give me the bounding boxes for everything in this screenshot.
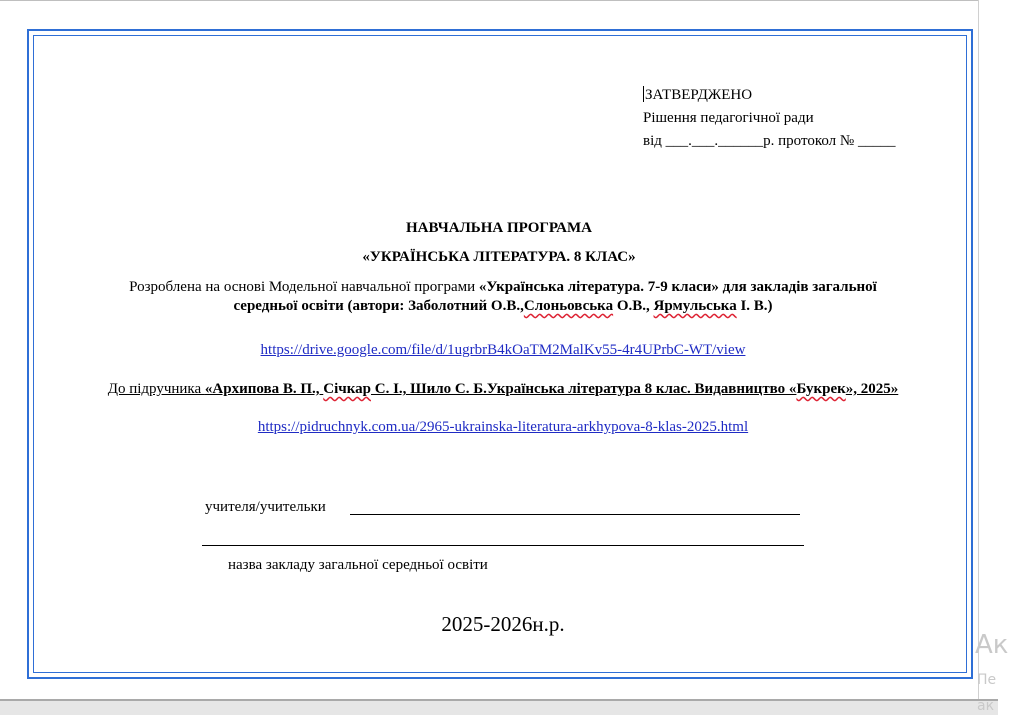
- program-drive-link[interactable]: https://drive.google.com/file/d/1ugrbrB4kOaTM2MalKv55-4r4UPrbC-WT/view: [260, 342, 746, 358]
- activation-watermark-line-3: ак: [977, 698, 995, 714]
- textbook-author-sichkar: Січкар: [323, 381, 371, 397]
- teacher-name-blank: [350, 514, 800, 515]
- academic-year: 2025-2026н.р.: [441, 612, 565, 636]
- activation-watermark-line-1: Ак: [975, 630, 1009, 660]
- school-name-blank: [202, 545, 804, 546]
- program-title: НАВЧАЛЬНА ПРОГРАМА: [406, 220, 592, 236]
- date-protocol-line: від ___.___.______р. протокол № _____: [643, 133, 896, 149]
- program-subject-title: «УКРАЇНСЬКА ЛІТЕРАТУРА. 8 КЛАС»: [362, 249, 636, 265]
- basis-program-name: «Українська література. 7-9 класи» для закладів загальної: [478, 279, 877, 295]
- teacher-label: учителя/учительки: [205, 499, 326, 515]
- textbook-author-a: «Архипова В. П.,: [204, 381, 324, 397]
- page-bottom-edge: [0, 699, 998, 701]
- basis-authors-end: І. В.): [736, 298, 773, 314]
- textbook-prefix: До підручника: [107, 381, 205, 397]
- textbook-link-row: [0, 418, 1006, 436]
- text-cursor: [643, 86, 644, 102]
- school-label: назва закладу загальної середньої освіти: [228, 557, 488, 573]
- basis-author-slonovska: Слоньовська: [523, 298, 614, 314]
- basis-author-yarmulska: Ярмульська: [653, 298, 737, 314]
- page-top-edge: [0, 0, 978, 1]
- approved-heading[interactable]: [643, 86, 752, 104]
- textbook-publisher: Букрек: [796, 381, 846, 397]
- textbook-year: », 2025»: [845, 381, 899, 397]
- basis-line-1: [0, 278, 1006, 296]
- council-decision-text: Рішення педагогічної ради: [643, 110, 814, 126]
- basis-authors-mid: О.В.,: [613, 298, 654, 314]
- basis-authors-start: середньої освіти (автори: Заболотний О.В.,: [233, 298, 524, 314]
- approved-text: ЗАТВЕРДЖЕНО: [645, 87, 753, 103]
- textbook-link[interactable]: https://pidruchnyk.com.ua/2965-ukrainska-literatura-arkhypova-8-klas-2025.html: [257, 419, 749, 435]
- basis-prefix: Розроблена на основі Модельної навчальної програми: [129, 279, 479, 295]
- activation-watermark-line-2: Пе: [977, 672, 997, 688]
- window-bottom-area: [0, 700, 998, 715]
- program-link-row: [0, 341, 1006, 359]
- textbook-title: С. І., Шило С. Б.Українська література 8 клас. Видавництво «: [370, 381, 797, 397]
- textbook-line: [0, 380, 1006, 398]
- basis-line-2: [0, 297, 1006, 315]
